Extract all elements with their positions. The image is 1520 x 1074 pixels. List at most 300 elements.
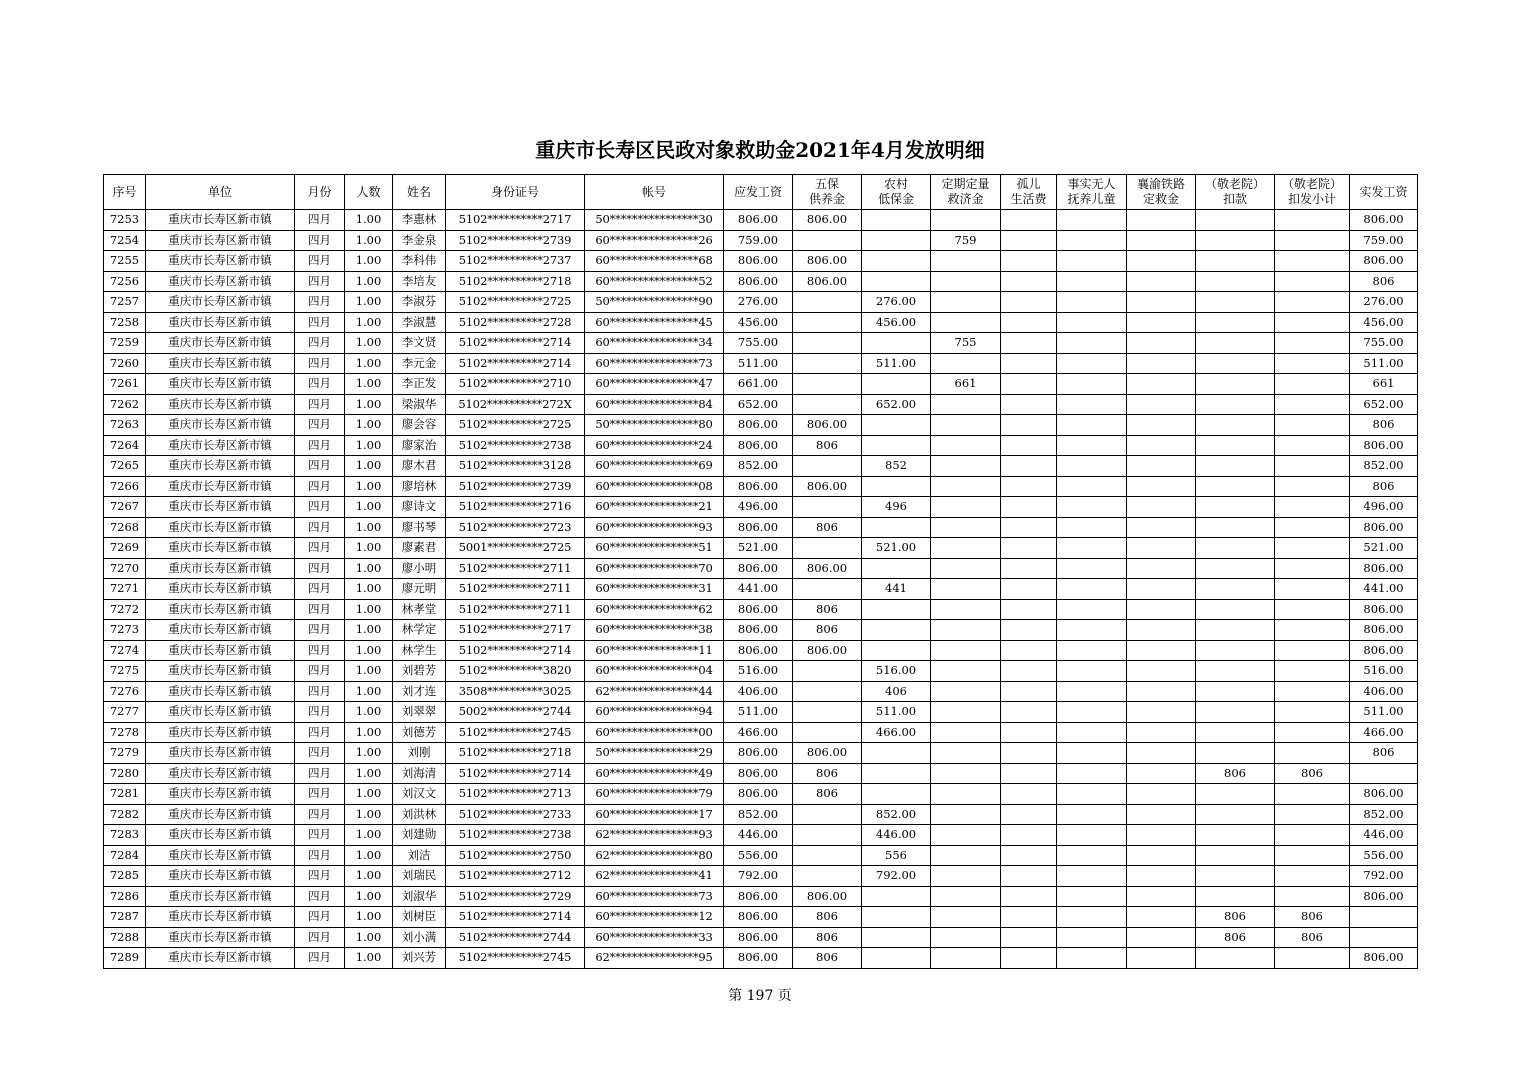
cell-nursing-home-deduction bbox=[1196, 702, 1275, 723]
cell-wubao-support bbox=[793, 497, 862, 518]
cell-count: 1.00 bbox=[345, 681, 393, 702]
cell-nursing-home-deduction bbox=[1196, 497, 1275, 518]
cell-unit: 重庆市长寿区新市镇 bbox=[146, 681, 295, 702]
cell-xiangyu-railway-relief bbox=[1127, 640, 1196, 661]
cell-de-facto-orphan bbox=[1057, 558, 1127, 579]
cell-nursing-home-deduction-subtotal bbox=[1275, 681, 1350, 702]
cell-id-number: 5102**********2713 bbox=[446, 784, 585, 805]
cell-rural-dibao: 516.00 bbox=[862, 661, 931, 682]
cell-unit: 重庆市长寿区新市镇 bbox=[146, 230, 295, 251]
cell-de-facto-orphan bbox=[1057, 907, 1127, 928]
cell-nursing-home-deduction-subtotal bbox=[1275, 415, 1350, 436]
cell-orphan-living bbox=[1001, 476, 1057, 497]
cell-nursing-home-deduction bbox=[1196, 558, 1275, 579]
cell-actual-wage: 806.00 bbox=[1350, 784, 1418, 805]
cell-id-number: 5102**********3820 bbox=[446, 661, 585, 682]
cell-wubao-support bbox=[793, 292, 862, 313]
cell-regular-relief bbox=[931, 640, 1001, 661]
cell-count: 1.00 bbox=[345, 661, 393, 682]
cell-regular-relief: 759 bbox=[931, 230, 1001, 251]
cell-xiangyu-railway-relief bbox=[1127, 661, 1196, 682]
cell-name: 李惠林 bbox=[393, 210, 446, 231]
cell-payable-wage: 806.00 bbox=[724, 907, 793, 928]
cell-month: 四月 bbox=[295, 333, 345, 354]
cell-payable-wage: 511.00 bbox=[724, 353, 793, 374]
cell-nursing-home-deduction bbox=[1196, 230, 1275, 251]
cell-nursing-home-deduction bbox=[1196, 599, 1275, 620]
cell-unit: 重庆市长寿区新市镇 bbox=[146, 476, 295, 497]
cell-xiangyu-railway-relief bbox=[1127, 763, 1196, 784]
cell-seq: 7262 bbox=[104, 394, 146, 415]
cell-account: 60****************34 bbox=[585, 333, 724, 354]
cell-month: 四月 bbox=[295, 251, 345, 272]
cell-month: 四月 bbox=[295, 292, 345, 313]
cell-actual-wage: 806 bbox=[1350, 271, 1418, 292]
cell-xiangyu-railway-relief bbox=[1127, 784, 1196, 805]
cell-xiangyu-railway-relief bbox=[1127, 415, 1196, 436]
cell-de-facto-orphan bbox=[1057, 886, 1127, 907]
cell-rural-dibao: 852 bbox=[862, 456, 931, 477]
cell-payable-wage: 806.00 bbox=[724, 743, 793, 764]
cell-count: 1.00 bbox=[345, 702, 393, 723]
cell-payable-wage: 516.00 bbox=[724, 661, 793, 682]
cell-actual-wage: 456.00 bbox=[1350, 312, 1418, 333]
cell-nursing-home-deduction bbox=[1196, 784, 1275, 805]
cell-nursing-home-deduction-subtotal bbox=[1275, 743, 1350, 764]
cell-name: 刘才连 bbox=[393, 681, 446, 702]
cell-nursing-home-deduction: 806 bbox=[1196, 907, 1275, 928]
cell-wubao-support: 806 bbox=[793, 784, 862, 805]
cell-de-facto-orphan bbox=[1057, 948, 1127, 969]
cell-rural-dibao bbox=[862, 415, 931, 436]
cell-nursing-home-deduction bbox=[1196, 456, 1275, 477]
cell-orphan-living bbox=[1001, 722, 1057, 743]
cell-account: 60****************69 bbox=[585, 456, 724, 477]
cell-actual-wage: 806.00 bbox=[1350, 599, 1418, 620]
cell-month: 四月 bbox=[295, 476, 345, 497]
cell-wubao-support bbox=[793, 866, 862, 887]
cell-orphan-living bbox=[1001, 312, 1057, 333]
cell-orphan-living bbox=[1001, 353, 1057, 374]
cell-unit: 重庆市长寿区新市镇 bbox=[146, 312, 295, 333]
cell-month: 四月 bbox=[295, 538, 345, 559]
cell-id-number: 5102**********2711 bbox=[446, 599, 585, 620]
cell-id-number: 5102**********2711 bbox=[446, 558, 585, 579]
table-row bbox=[104, 312, 1418, 333]
cell-month: 四月 bbox=[295, 640, 345, 661]
cell-nursing-home-deduction-subtotal bbox=[1275, 333, 1350, 354]
cell-account: 60****************73 bbox=[585, 353, 724, 374]
cell-id-number: 5102**********2739 bbox=[446, 230, 585, 251]
cell-regular-relief bbox=[931, 456, 1001, 477]
cell-payable-wage: 466.00 bbox=[724, 722, 793, 743]
cell-xiangyu-railway-relief bbox=[1127, 353, 1196, 374]
cell-name: 李淑芬 bbox=[393, 292, 446, 313]
cell-xiangyu-railway-relief bbox=[1127, 743, 1196, 764]
cell-seq: 7278 bbox=[104, 722, 146, 743]
cell-payable-wage: 759.00 bbox=[724, 230, 793, 251]
cell-de-facto-orphan bbox=[1057, 784, 1127, 805]
table-row bbox=[104, 394, 1418, 415]
cell-wubao-support: 806.00 bbox=[793, 476, 862, 497]
cell-rural-dibao: 441 bbox=[862, 579, 931, 600]
cell-wubao-support bbox=[793, 230, 862, 251]
cell-nursing-home-deduction: 806 bbox=[1196, 763, 1275, 784]
cell-rural-dibao bbox=[862, 948, 931, 969]
cell-xiangyu-railway-relief bbox=[1127, 476, 1196, 497]
table-row bbox=[104, 681, 1418, 702]
cell-wubao-support bbox=[793, 312, 862, 333]
cell-actual-wage: 806.00 bbox=[1350, 886, 1418, 907]
cell-payable-wage: 806.00 bbox=[724, 476, 793, 497]
cell-orphan-living bbox=[1001, 640, 1057, 661]
cell-orphan-living bbox=[1001, 415, 1057, 436]
cell-orphan-living bbox=[1001, 681, 1057, 702]
cell-count: 1.00 bbox=[345, 640, 393, 661]
cell-nursing-home-deduction-subtotal bbox=[1275, 845, 1350, 866]
cell-nursing-home-deduction-subtotal bbox=[1275, 394, 1350, 415]
cell-actual-wage: 276.00 bbox=[1350, 292, 1418, 313]
cell-actual-wage: 806 bbox=[1350, 743, 1418, 764]
cell-orphan-living bbox=[1001, 456, 1057, 477]
cell-xiangyu-railway-relief bbox=[1127, 538, 1196, 559]
cell-name: 廖家治 bbox=[393, 435, 446, 456]
cell-id-number: 5102**********3128 bbox=[446, 456, 585, 477]
cell-actual-wage: 516.00 bbox=[1350, 661, 1418, 682]
cell-name: 刘兴芳 bbox=[393, 948, 446, 969]
cell-wubao-support bbox=[793, 702, 862, 723]
cell-wubao-support bbox=[793, 579, 862, 600]
cell-count: 1.00 bbox=[345, 517, 393, 538]
cell-name: 廖木君 bbox=[393, 456, 446, 477]
cell-seq: 7269 bbox=[104, 538, 146, 559]
cell-xiangyu-railway-relief bbox=[1127, 517, 1196, 538]
cell-orphan-living bbox=[1001, 251, 1057, 272]
cell-rural-dibao: 466.00 bbox=[862, 722, 931, 743]
cell-de-facto-orphan bbox=[1057, 763, 1127, 784]
table-row bbox=[104, 435, 1418, 456]
table-row bbox=[104, 927, 1418, 948]
cell-unit: 重庆市长寿区新市镇 bbox=[146, 825, 295, 846]
cell-xiangyu-railway-relief bbox=[1127, 374, 1196, 395]
cell-payable-wage: 852.00 bbox=[724, 804, 793, 825]
cell-id-number: 5102**********2737 bbox=[446, 251, 585, 272]
cell-id-number: 5102**********2718 bbox=[446, 743, 585, 764]
cell-seq: 7258 bbox=[104, 312, 146, 333]
cell-xiangyu-railway-relief bbox=[1127, 681, 1196, 702]
page-number: 第 197 页 bbox=[728, 988, 792, 1004]
cell-wubao-support: 806 bbox=[793, 927, 862, 948]
cell-regular-relief bbox=[931, 497, 1001, 518]
table-row bbox=[104, 845, 1418, 866]
cell-regular-relief bbox=[931, 743, 1001, 764]
cell-regular-relief bbox=[931, 353, 1001, 374]
cell-payable-wage: 806.00 bbox=[724, 251, 793, 272]
cell-wubao-support: 806.00 bbox=[793, 640, 862, 661]
cell-regular-relief bbox=[931, 599, 1001, 620]
cell-orphan-living bbox=[1001, 825, 1057, 846]
cell-orphan-living bbox=[1001, 230, 1057, 251]
cell-id-number: 5102**********2710 bbox=[446, 374, 585, 395]
cell-account: 50****************90 bbox=[585, 292, 724, 313]
cell-de-facto-orphan bbox=[1057, 866, 1127, 887]
cell-nursing-home-deduction-subtotal bbox=[1275, 784, 1350, 805]
column-header-regular-relief: 定期定量 救济金 bbox=[931, 175, 1001, 210]
cell-wubao-support bbox=[793, 374, 862, 395]
cell-count: 1.00 bbox=[345, 579, 393, 600]
cell-seq: 7254 bbox=[104, 230, 146, 251]
cell-de-facto-orphan bbox=[1057, 681, 1127, 702]
cell-actual-wage: 441.00 bbox=[1350, 579, 1418, 600]
cell-xiangyu-railway-relief bbox=[1127, 210, 1196, 231]
table-row bbox=[104, 948, 1418, 969]
cell-wubao-support: 806.00 bbox=[793, 886, 862, 907]
cell-nursing-home-deduction bbox=[1196, 948, 1275, 969]
cell-unit: 重庆市长寿区新市镇 bbox=[146, 804, 295, 825]
table-row bbox=[104, 579, 1418, 600]
cell-rural-dibao bbox=[862, 599, 931, 620]
cell-orphan-living bbox=[1001, 948, 1057, 969]
cell-count: 1.00 bbox=[345, 435, 393, 456]
cell-seq: 7263 bbox=[104, 415, 146, 436]
cell-xiangyu-railway-relief bbox=[1127, 886, 1196, 907]
cell-rural-dibao bbox=[862, 784, 931, 805]
column-header-orphan-living: 孤儿 生活费 bbox=[1001, 175, 1057, 210]
cell-nursing-home-deduction-subtotal bbox=[1275, 292, 1350, 313]
cell-id-number: 5102**********2714 bbox=[446, 763, 585, 784]
cell-nursing-home-deduction bbox=[1196, 886, 1275, 907]
cell-regular-relief: 661 bbox=[931, 374, 1001, 395]
cell-nursing-home-deduction bbox=[1196, 476, 1275, 497]
cell-regular-relief bbox=[931, 907, 1001, 928]
cell-regular-relief bbox=[931, 681, 1001, 702]
cell-name: 廖书琴 bbox=[393, 517, 446, 538]
cell-id-number: 5102**********2717 bbox=[446, 620, 585, 641]
column-header-unit: 单位 bbox=[146, 175, 295, 210]
cell-nursing-home-deduction-subtotal bbox=[1275, 251, 1350, 272]
cell-seq: 7287 bbox=[104, 907, 146, 928]
cell-actual-wage: 806 bbox=[1350, 476, 1418, 497]
column-header-actual-wage: 实发工资 bbox=[1350, 175, 1418, 210]
cell-month: 四月 bbox=[295, 804, 345, 825]
cell-id-number: 5102**********2714 bbox=[446, 333, 585, 354]
cell-regular-relief bbox=[931, 661, 1001, 682]
cell-name: 廖小明 bbox=[393, 558, 446, 579]
cell-account: 60****************12 bbox=[585, 907, 724, 928]
cell-month: 四月 bbox=[295, 763, 345, 784]
table-row bbox=[104, 640, 1418, 661]
cell-unit: 重庆市长寿区新市镇 bbox=[146, 456, 295, 477]
cell-nursing-home-deduction bbox=[1196, 825, 1275, 846]
cell-unit: 重庆市长寿区新市镇 bbox=[146, 886, 295, 907]
cell-rural-dibao bbox=[862, 333, 931, 354]
cell-de-facto-orphan bbox=[1057, 804, 1127, 825]
cell-payable-wage: 441.00 bbox=[724, 579, 793, 600]
cell-orphan-living bbox=[1001, 517, 1057, 538]
cell-xiangyu-railway-relief bbox=[1127, 620, 1196, 641]
cell-id-number: 5102**********2739 bbox=[446, 476, 585, 497]
cell-name: 刘洁 bbox=[393, 845, 446, 866]
cell-regular-relief bbox=[931, 415, 1001, 436]
cell-month: 四月 bbox=[295, 948, 345, 969]
cell-unit: 重庆市长寿区新市镇 bbox=[146, 353, 295, 374]
table-row bbox=[104, 804, 1418, 825]
table-row bbox=[104, 599, 1418, 620]
cell-month: 四月 bbox=[295, 620, 345, 641]
cell-unit: 重庆市长寿区新市镇 bbox=[146, 497, 295, 518]
cell-de-facto-orphan bbox=[1057, 579, 1127, 600]
cell-unit: 重庆市长寿区新市镇 bbox=[146, 845, 295, 866]
cell-nursing-home-deduction bbox=[1196, 374, 1275, 395]
cell-count: 1.00 bbox=[345, 353, 393, 374]
cell-xiangyu-railway-relief bbox=[1127, 948, 1196, 969]
cell-orphan-living bbox=[1001, 620, 1057, 641]
cell-seq: 7283 bbox=[104, 825, 146, 846]
cell-wubao-support: 806.00 bbox=[793, 415, 862, 436]
cell-count: 1.00 bbox=[345, 312, 393, 333]
cell-wubao-support bbox=[793, 394, 862, 415]
cell-nursing-home-deduction-subtotal bbox=[1275, 948, 1350, 969]
cell-account: 60****************47 bbox=[585, 374, 724, 395]
cell-unit: 重庆市长寿区新市镇 bbox=[146, 271, 295, 292]
cell-seq: 7277 bbox=[104, 702, 146, 723]
cell-unit: 重庆市长寿区新市镇 bbox=[146, 640, 295, 661]
cell-wubao-support: 806.00 bbox=[793, 210, 862, 231]
cell-seq: 7285 bbox=[104, 866, 146, 887]
cell-regular-relief bbox=[931, 435, 1001, 456]
table-row bbox=[104, 702, 1418, 723]
cell-payable-wage: 806.00 bbox=[724, 599, 793, 620]
cell-id-number: 5102**********2745 bbox=[446, 722, 585, 743]
table-row bbox=[104, 620, 1418, 641]
cell-id-number: 5102**********2712 bbox=[446, 866, 585, 887]
table-row bbox=[104, 538, 1418, 559]
cell-regular-relief bbox=[931, 763, 1001, 784]
cell-nursing-home-deduction-subtotal bbox=[1275, 661, 1350, 682]
cell-nursing-home-deduction-subtotal bbox=[1275, 702, 1350, 723]
column-header-seq: 序号 bbox=[104, 175, 146, 210]
cell-orphan-living bbox=[1001, 538, 1057, 559]
cell-unit: 重庆市长寿区新市镇 bbox=[146, 620, 295, 641]
cell-actual-wage: 792.00 bbox=[1350, 866, 1418, 887]
cell-wubao-support bbox=[793, 825, 862, 846]
cell-payable-wage: 511.00 bbox=[724, 702, 793, 723]
cell-seq: 7284 bbox=[104, 845, 146, 866]
cell-actual-wage: 652.00 bbox=[1350, 394, 1418, 415]
cell-de-facto-orphan bbox=[1057, 927, 1127, 948]
cell-wubao-support: 806 bbox=[793, 763, 862, 784]
cell-rural-dibao bbox=[862, 210, 931, 231]
cell-payable-wage: 652.00 bbox=[724, 394, 793, 415]
cell-name: 李培友 bbox=[393, 271, 446, 292]
cell-wubao-support: 806.00 bbox=[793, 558, 862, 579]
cell-account: 60****************68 bbox=[585, 251, 724, 272]
cell-count: 1.00 bbox=[345, 415, 393, 436]
cell-regular-relief bbox=[931, 476, 1001, 497]
table-body bbox=[104, 210, 1418, 969]
cell-nursing-home-deduction-subtotal bbox=[1275, 435, 1350, 456]
table-row bbox=[104, 230, 1418, 251]
cell-de-facto-orphan bbox=[1057, 271, 1127, 292]
cell-id-number: 5102**********2716 bbox=[446, 497, 585, 518]
cell-wubao-support: 806 bbox=[793, 907, 862, 928]
cell-seq: 7274 bbox=[104, 640, 146, 661]
cell-payable-wage: 496.00 bbox=[724, 497, 793, 518]
cell-month: 四月 bbox=[295, 784, 345, 805]
cell-payable-wage: 406.00 bbox=[724, 681, 793, 702]
cell-payable-wage: 446.00 bbox=[724, 825, 793, 846]
cell-account: 62****************44 bbox=[585, 681, 724, 702]
table-row bbox=[104, 251, 1418, 272]
cell-orphan-living bbox=[1001, 886, 1057, 907]
cell-account: 62****************41 bbox=[585, 866, 724, 887]
cell-nursing-home-deduction-subtotal bbox=[1275, 558, 1350, 579]
cell-actual-wage: 806.00 bbox=[1350, 558, 1418, 579]
column-header-name: 姓名 bbox=[393, 175, 446, 210]
cell-name: 刘德芳 bbox=[393, 722, 446, 743]
cell-actual-wage: 806.00 bbox=[1350, 948, 1418, 969]
cell-month: 四月 bbox=[295, 722, 345, 743]
cell-nursing-home-deduction bbox=[1196, 722, 1275, 743]
cell-count: 1.00 bbox=[345, 271, 393, 292]
cell-account: 60****************17 bbox=[585, 804, 724, 825]
cell-id-number: 5102**********2729 bbox=[446, 886, 585, 907]
cell-name: 刘海清 bbox=[393, 763, 446, 784]
cell-actual-wage: 511.00 bbox=[1350, 702, 1418, 723]
cell-wubao-support: 806 bbox=[793, 620, 862, 641]
cell-month: 四月 bbox=[295, 497, 345, 518]
cell-de-facto-orphan bbox=[1057, 353, 1127, 374]
column-header-month: 月份 bbox=[295, 175, 345, 210]
cell-de-facto-orphan bbox=[1057, 845, 1127, 866]
cell-month: 四月 bbox=[295, 927, 345, 948]
cell-rural-dibao: 496 bbox=[862, 497, 931, 518]
cell-orphan-living bbox=[1001, 927, 1057, 948]
cell-payable-wage: 806.00 bbox=[724, 271, 793, 292]
cell-month: 四月 bbox=[295, 435, 345, 456]
cell-rural-dibao bbox=[862, 620, 931, 641]
cell-actual-wage: 806.00 bbox=[1350, 620, 1418, 641]
cell-actual-wage: 806.00 bbox=[1350, 517, 1418, 538]
cell-seq: 7289 bbox=[104, 948, 146, 969]
cell-regular-relief bbox=[931, 722, 1001, 743]
cell-rural-dibao bbox=[862, 886, 931, 907]
cell-payable-wage: 276.00 bbox=[724, 292, 793, 313]
column-header-xiangyu-railway-relief: 襄渝铁路 定救金 bbox=[1127, 175, 1196, 210]
cell-orphan-living bbox=[1001, 743, 1057, 764]
table-row bbox=[104, 374, 1418, 395]
cell-xiangyu-railway-relief bbox=[1127, 579, 1196, 600]
cell-rural-dibao: 511.00 bbox=[862, 702, 931, 723]
cell-orphan-living bbox=[1001, 599, 1057, 620]
cell-month: 四月 bbox=[295, 866, 345, 887]
table-row bbox=[104, 907, 1418, 928]
cell-nursing-home-deduction bbox=[1196, 743, 1275, 764]
page-title: 重庆市长寿区民政对象救助金2021年4月发放明细 bbox=[535, 138, 985, 162]
cell-nursing-home-deduction bbox=[1196, 210, 1275, 231]
cell-name: 李正发 bbox=[393, 374, 446, 395]
cell-xiangyu-railway-relief bbox=[1127, 435, 1196, 456]
cell-account: 62****************95 bbox=[585, 948, 724, 969]
cell-nursing-home-deduction-subtotal bbox=[1275, 599, 1350, 620]
cell-nursing-home-deduction bbox=[1196, 353, 1275, 374]
cell-orphan-living bbox=[1001, 374, 1057, 395]
cell-id-number: 5102**********2745 bbox=[446, 948, 585, 969]
table-header-row bbox=[104, 175, 1418, 210]
cell-xiangyu-railway-relief bbox=[1127, 456, 1196, 477]
cell-account: 60****************33 bbox=[585, 927, 724, 948]
cell-de-facto-orphan bbox=[1057, 435, 1127, 456]
